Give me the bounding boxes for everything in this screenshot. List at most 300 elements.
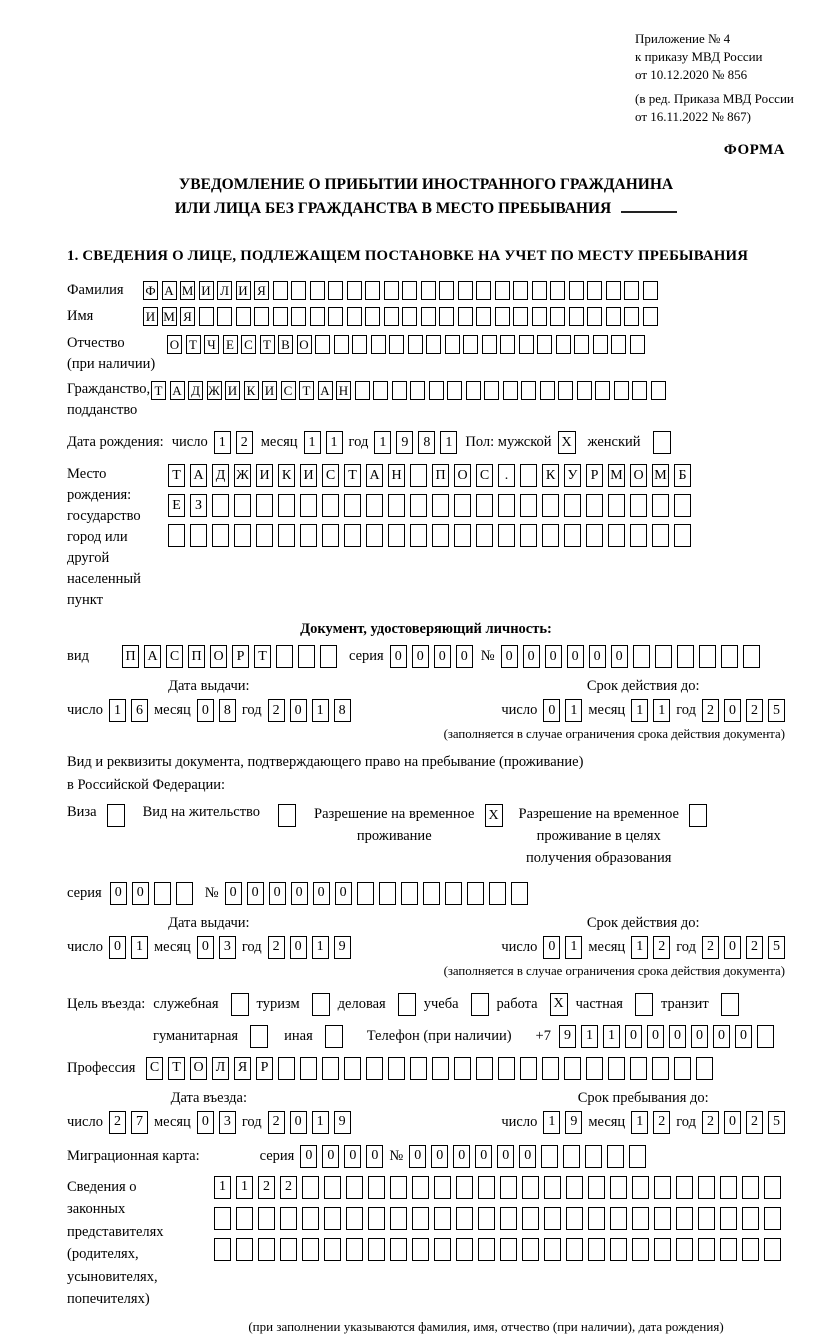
char-cell[interactable] — [498, 1057, 515, 1080]
char-cell[interactable]: П — [188, 645, 205, 668]
sex-female-checkbox[interactable] — [653, 431, 671, 454]
char-cell[interactable] — [476, 1057, 493, 1080]
char-cell[interactable] — [366, 494, 383, 517]
char-cell[interactable] — [402, 281, 417, 300]
char-cell[interactable] — [720, 1176, 737, 1199]
surname-cells[interactable] — [143, 281, 658, 300]
char-cell[interactable]: 1 — [312, 1111, 329, 1134]
char-cell[interactable]: Я — [234, 1057, 251, 1080]
char-cell[interactable] — [447, 381, 462, 400]
char-cell[interactable] — [324, 1176, 341, 1199]
char-cell[interactable]: И — [143, 307, 158, 326]
char-cell[interactable]: С — [281, 381, 296, 400]
char-cell[interactable] — [429, 381, 444, 400]
char-cell[interactable] — [564, 1057, 581, 1080]
char-cell[interactable] — [439, 307, 454, 326]
char-cell[interactable]: Т — [168, 1057, 185, 1080]
char-cell[interactable]: А — [318, 381, 333, 400]
char-cell[interactable] — [302, 1207, 319, 1230]
char-cell[interactable] — [764, 1238, 781, 1261]
char-cell[interactable] — [520, 494, 537, 517]
char-cell[interactable] — [320, 645, 337, 668]
birthdate-day-cells[interactable] — [214, 431, 253, 454]
char-cell[interactable]: К — [542, 464, 559, 487]
char-cell[interactable] — [676, 1176, 693, 1199]
char-cell[interactable] — [482, 335, 497, 354]
entry-day-cells[interactable] — [109, 1111, 148, 1134]
char-cell[interactable] — [544, 1238, 561, 1261]
identity-issue-month-cells[interactable] — [197, 699, 236, 722]
char-cell[interactable] — [236, 307, 251, 326]
residence-series-cells[interactable] — [110, 882, 193, 905]
char-cell[interactable]: И — [300, 464, 317, 487]
char-cell[interactable] — [569, 307, 584, 326]
entry-year-cells[interactable] — [268, 1111, 351, 1134]
char-cell[interactable] — [699, 645, 716, 668]
char-cell[interactable] — [410, 464, 427, 487]
char-cell[interactable]: М — [652, 464, 669, 487]
residence-issue-day-cells[interactable] — [109, 936, 148, 959]
char-cell[interactable] — [410, 381, 425, 400]
birthplace-cells-row3[interactable] — [168, 524, 691, 547]
char-cell[interactable] — [388, 1057, 405, 1080]
char-cell[interactable] — [478, 1238, 495, 1261]
char-cell[interactable] — [757, 1025, 774, 1048]
char-cell[interactable] — [476, 494, 493, 517]
char-cell[interactable] — [476, 281, 491, 300]
char-cell[interactable] — [278, 524, 295, 547]
char-cell[interactable] — [456, 1207, 473, 1230]
char-cell[interactable] — [476, 307, 491, 326]
char-cell[interactable] — [585, 1145, 602, 1168]
char-cell[interactable]: 0 — [497, 1145, 514, 1168]
char-cell[interactable]: Е — [168, 494, 185, 517]
char-cell[interactable]: 2 — [268, 699, 285, 722]
char-cell[interactable]: 2 — [268, 936, 285, 959]
char-cell[interactable] — [467, 882, 484, 905]
migration-number-cells[interactable] — [409, 1145, 646, 1168]
char-cell[interactable] — [217, 307, 232, 326]
char-cell[interactable] — [608, 524, 625, 547]
char-cell[interactable] — [365, 281, 380, 300]
char-cell[interactable] — [412, 1207, 429, 1230]
purpose-work-checkbox[interactable]: X — [550, 993, 568, 1016]
char-cell[interactable] — [458, 307, 473, 326]
char-cell[interactable] — [445, 882, 462, 905]
stay-month-cells[interactable] — [631, 1111, 670, 1134]
char-cell[interactable] — [302, 1238, 319, 1261]
char-cell[interactable] — [390, 1176, 407, 1199]
char-cell[interactable] — [454, 524, 471, 547]
char-cell[interactable] — [614, 381, 629, 400]
char-cell[interactable]: М — [608, 464, 625, 487]
char-cell[interactable] — [439, 281, 454, 300]
patronymic-cells[interactable] — [167, 335, 645, 354]
char-cell[interactable] — [478, 1176, 495, 1199]
char-cell[interactable]: 0 — [625, 1025, 642, 1048]
char-cell[interactable]: А — [144, 645, 161, 668]
char-cell[interactable]: Л — [217, 281, 232, 300]
char-cell[interactable] — [421, 307, 436, 326]
char-cell[interactable] — [574, 335, 589, 354]
char-cell[interactable] — [674, 524, 691, 547]
char-cell[interactable]: 0 — [543, 699, 560, 722]
char-cell[interactable] — [587, 307, 602, 326]
char-cell[interactable]: О — [167, 335, 182, 354]
char-cell[interactable]: 1 — [131, 936, 148, 959]
char-cell[interactable] — [466, 381, 481, 400]
char-cell[interactable]: Б — [674, 464, 691, 487]
char-cell[interactable]: Д — [212, 464, 229, 487]
char-cell[interactable]: 2 — [702, 936, 719, 959]
char-cell[interactable] — [720, 1238, 737, 1261]
char-cell[interactable] — [412, 1176, 429, 1199]
char-cell[interactable] — [764, 1207, 781, 1230]
char-cell[interactable]: П — [122, 645, 139, 668]
birthplace-cells-row1[interactable] — [168, 464, 691, 487]
char-cell[interactable]: А — [190, 464, 207, 487]
char-cell[interactable]: 0 — [691, 1025, 708, 1048]
residence-permit-checkbox[interactable] — [278, 804, 296, 827]
char-cell[interactable] — [454, 494, 471, 517]
char-cell[interactable] — [476, 524, 493, 547]
char-cell[interactable] — [322, 524, 339, 547]
char-cell[interactable] — [256, 524, 273, 547]
char-cell[interactable] — [280, 1238, 297, 1261]
char-cell[interactable]: 0 — [724, 699, 741, 722]
char-cell[interactable] — [236, 1238, 253, 1261]
char-cell[interactable] — [624, 281, 639, 300]
char-cell[interactable] — [434, 1176, 451, 1199]
char-cell[interactable] — [432, 1057, 449, 1080]
char-cell[interactable]: 0 — [567, 645, 584, 668]
char-cell[interactable] — [445, 335, 460, 354]
stay-day-cells[interactable] — [543, 1111, 582, 1134]
char-cell[interactable]: Е — [223, 335, 238, 354]
char-cell[interactable] — [651, 381, 666, 400]
char-cell[interactable] — [563, 1145, 580, 1168]
char-cell[interactable] — [742, 1176, 759, 1199]
char-cell[interactable] — [654, 1176, 671, 1199]
char-cell[interactable]: 0 — [290, 936, 307, 959]
char-cell[interactable]: 0 — [409, 1145, 426, 1168]
char-cell[interactable] — [154, 882, 171, 905]
char-cell[interactable] — [463, 335, 478, 354]
char-cell[interactable] — [500, 1238, 517, 1261]
char-cell[interactable] — [408, 335, 423, 354]
char-cell[interactable] — [513, 307, 528, 326]
char-cell[interactable] — [355, 381, 370, 400]
char-cell[interactable] — [423, 882, 440, 905]
char-cell[interactable]: Р — [256, 1057, 273, 1080]
char-cell[interactable] — [456, 1176, 473, 1199]
char-cell[interactable]: 0 — [335, 882, 352, 905]
char-cell[interactable]: С — [241, 335, 256, 354]
char-cell[interactable] — [503, 381, 518, 400]
char-cell[interactable]: 9 — [559, 1025, 576, 1048]
purpose-humanitarian-checkbox[interactable] — [250, 1025, 268, 1048]
char-cell[interactable]: С — [166, 645, 183, 668]
char-cell[interactable] — [298, 645, 315, 668]
char-cell[interactable] — [544, 1176, 561, 1199]
char-cell[interactable]: 8 — [219, 699, 236, 722]
char-cell[interactable] — [280, 1207, 297, 1230]
char-cell[interactable]: 0 — [589, 645, 606, 668]
char-cell[interactable] — [388, 494, 405, 517]
char-cell[interactable]: 8 — [418, 431, 435, 454]
char-cell[interactable] — [498, 494, 515, 517]
char-cell[interactable] — [212, 494, 229, 517]
char-cell[interactable] — [214, 1238, 231, 1261]
char-cell[interactable] — [190, 524, 207, 547]
char-cell[interactable]: Ч — [204, 335, 219, 354]
char-cell[interactable]: 0 — [456, 645, 473, 668]
profession-cells[interactable] — [146, 1057, 713, 1080]
char-cell[interactable]: Т — [254, 645, 271, 668]
char-cell[interactable] — [410, 1057, 427, 1080]
char-cell[interactable] — [310, 307, 325, 326]
char-cell[interactable]: 1 — [312, 936, 329, 959]
char-cell[interactable]: 5 — [768, 936, 785, 959]
char-cell[interactable] — [610, 1176, 627, 1199]
char-cell[interactable] — [432, 524, 449, 547]
purpose-official-checkbox[interactable] — [231, 993, 249, 1016]
char-cell[interactable] — [390, 1207, 407, 1230]
identity-issue-day-cells[interactable] — [109, 699, 148, 722]
char-cell[interactable]: Н — [388, 464, 405, 487]
char-cell[interactable] — [278, 494, 295, 517]
char-cell[interactable]: 1 — [304, 431, 321, 454]
char-cell[interactable] — [199, 307, 214, 326]
char-cell[interactable] — [520, 524, 537, 547]
char-cell[interactable] — [368, 1238, 385, 1261]
char-cell[interactable]: К — [244, 381, 259, 400]
char-cell[interactable] — [696, 1057, 713, 1080]
char-cell[interactable] — [674, 1057, 691, 1080]
char-cell[interactable]: 1 — [543, 1111, 560, 1134]
char-cell[interactable] — [569, 281, 584, 300]
char-cell[interactable] — [366, 1057, 383, 1080]
char-cell[interactable] — [519, 335, 534, 354]
char-cell[interactable] — [586, 494, 603, 517]
char-cell[interactable]: 0 — [291, 882, 308, 905]
char-cell[interactable] — [532, 307, 547, 326]
char-cell[interactable] — [212, 524, 229, 547]
char-cell[interactable]: И — [256, 464, 273, 487]
char-cell[interactable]: П — [432, 464, 449, 487]
char-cell[interactable] — [606, 307, 621, 326]
char-cell[interactable] — [346, 1238, 363, 1261]
char-cell[interactable] — [558, 381, 573, 400]
char-cell[interactable] — [454, 1057, 471, 1080]
char-cell[interactable] — [541, 1145, 558, 1168]
char-cell[interactable]: 0 — [197, 1111, 214, 1134]
visa-checkbox[interactable] — [107, 804, 125, 827]
char-cell[interactable]: 5 — [768, 1111, 785, 1134]
char-cell[interactable]: 0 — [247, 882, 264, 905]
char-cell[interactable]: О — [630, 464, 647, 487]
char-cell[interactable]: 0 — [366, 1145, 383, 1168]
char-cell[interactable] — [655, 645, 672, 668]
char-cell[interactable] — [540, 381, 555, 400]
char-cell[interactable]: Н — [336, 381, 351, 400]
residence-issue-month-cells[interactable] — [197, 936, 236, 959]
char-cell[interactable] — [764, 1176, 781, 1199]
char-cell[interactable] — [256, 494, 273, 517]
char-cell[interactable] — [629, 1145, 646, 1168]
char-cell[interactable] — [352, 335, 367, 354]
char-cell[interactable] — [550, 307, 565, 326]
char-cell[interactable] — [643, 307, 658, 326]
char-cell[interactable] — [168, 524, 185, 547]
char-cell[interactable]: М — [181, 283, 194, 299]
char-cell[interactable]: 7 — [131, 1111, 148, 1134]
char-cell[interactable]: И — [225, 381, 240, 400]
char-cell[interactable] — [214, 1207, 231, 1230]
char-cell[interactable]: 9 — [334, 936, 351, 959]
char-cell[interactable]: 0 — [269, 882, 286, 905]
char-cell[interactable] — [542, 524, 559, 547]
char-cell[interactable]: 1 — [581, 1025, 598, 1048]
char-cell[interactable] — [588, 1207, 605, 1230]
char-cell[interactable]: Р — [232, 645, 249, 668]
char-cell[interactable]: 2 — [702, 1111, 719, 1134]
char-cell[interactable]: 0 — [724, 936, 741, 959]
char-cell[interactable] — [434, 1207, 451, 1230]
char-cell[interactable]: А — [162, 281, 177, 300]
char-cell[interactable] — [630, 494, 647, 517]
char-cell[interactable] — [676, 1207, 693, 1230]
char-cell[interactable] — [608, 1057, 625, 1080]
char-cell[interactable]: 0 — [225, 882, 242, 905]
char-cell[interactable] — [532, 281, 547, 300]
char-cell[interactable]: 0 — [434, 645, 451, 668]
char-cell[interactable]: 3 — [219, 936, 236, 959]
entry-month-cells[interactable] — [197, 1111, 236, 1134]
char-cell[interactable]: 0 — [501, 645, 518, 668]
char-cell[interactable]: 0 — [669, 1025, 686, 1048]
char-cell[interactable] — [402, 307, 417, 326]
char-cell[interactable] — [322, 1057, 339, 1080]
legal-reps-cells-row1[interactable] — [214, 1176, 781, 1199]
char-cell[interactable]: 5 — [768, 699, 785, 722]
stay-year-cells[interactable] — [702, 1111, 785, 1134]
char-cell[interactable]: 1 — [214, 431, 231, 454]
char-cell[interactable]: 2 — [746, 1111, 763, 1134]
char-cell[interactable] — [537, 335, 552, 354]
char-cell[interactable] — [586, 1057, 603, 1080]
char-cell[interactable] — [522, 1176, 539, 1199]
char-cell[interactable] — [234, 494, 251, 517]
char-cell[interactable] — [373, 381, 388, 400]
char-cell[interactable] — [654, 1238, 671, 1261]
char-cell[interactable] — [389, 335, 404, 354]
char-cell[interactable]: 2 — [258, 1176, 275, 1199]
char-cell[interactable] — [278, 1057, 295, 1080]
char-cell[interactable] — [720, 1207, 737, 1230]
char-cell[interactable]: Т — [344, 464, 361, 487]
phone-cells[interactable] — [559, 1025, 774, 1048]
char-cell[interactable]: 0 — [290, 699, 307, 722]
char-cell[interactable]: 3 — [219, 1111, 236, 1134]
char-cell[interactable] — [498, 524, 515, 547]
char-cell[interactable]: 1 — [603, 1025, 620, 1048]
char-cell[interactable] — [743, 645, 760, 668]
char-cell[interactable] — [550, 281, 565, 300]
char-cell[interactable] — [566, 1176, 583, 1199]
identity-series-cells[interactable] — [390, 645, 473, 668]
char-cell[interactable] — [390, 1238, 407, 1261]
char-cell[interactable] — [542, 1057, 559, 1080]
char-cell[interactable] — [632, 1176, 649, 1199]
char-cell[interactable] — [630, 1057, 647, 1080]
char-cell[interactable] — [632, 1207, 649, 1230]
char-cell[interactable]: 1 — [326, 431, 343, 454]
char-cell[interactable] — [577, 381, 592, 400]
identity-issue-year-cells[interactable] — [268, 699, 351, 722]
char-cell[interactable]: К — [278, 464, 295, 487]
char-cell[interactable] — [608, 494, 625, 517]
char-cell[interactable]: 0 — [431, 1145, 448, 1168]
purpose-study-checkbox[interactable] — [471, 993, 489, 1016]
char-cell[interactable]: 0 — [390, 645, 407, 668]
edu-residence-checkbox[interactable] — [689, 804, 707, 827]
char-cell[interactable] — [588, 1238, 605, 1261]
char-cell[interactable] — [432, 494, 449, 517]
char-cell[interactable]: 0 — [344, 1145, 361, 1168]
char-cell[interactable] — [652, 1057, 669, 1080]
char-cell[interactable]: 0 — [290, 1111, 307, 1134]
char-cell[interactable]: 0 — [611, 645, 628, 668]
char-cell[interactable]: 0 — [322, 1145, 339, 1168]
char-cell[interactable]: В — [278, 335, 293, 354]
residence-valid-month-cells[interactable] — [631, 936, 670, 959]
char-cell[interactable] — [698, 1207, 715, 1230]
char-cell[interactable] — [458, 281, 473, 300]
char-cell[interactable]: О — [297, 335, 312, 354]
char-cell[interactable] — [495, 307, 510, 326]
char-cell[interactable] — [273, 281, 288, 300]
char-cell[interactable] — [489, 882, 506, 905]
char-cell[interactable] — [384, 307, 399, 326]
char-cell[interactable]: 2 — [280, 1176, 297, 1199]
char-cell[interactable]: 2 — [653, 1111, 670, 1134]
char-cell[interactable]: 0 — [543, 936, 560, 959]
char-cell[interactable] — [366, 524, 383, 547]
char-cell[interactable]: А — [170, 381, 185, 400]
char-cell[interactable]: 1 — [109, 699, 126, 722]
char-cell[interactable]: С — [476, 464, 493, 487]
char-cell[interactable]: 2 — [746, 936, 763, 959]
char-cell[interactable] — [384, 281, 399, 300]
char-cell[interactable]: 1 — [631, 699, 648, 722]
char-cell[interactable] — [556, 335, 571, 354]
char-cell[interactable]: О — [190, 1057, 207, 1080]
char-cell[interactable] — [652, 524, 669, 547]
char-cell[interactable] — [674, 494, 691, 517]
char-cell[interactable]: Ж — [208, 383, 220, 399]
char-cell[interactable]: 6 — [131, 699, 148, 722]
purpose-business-checkbox[interactable] — [398, 993, 416, 1016]
char-cell[interactable] — [291, 281, 306, 300]
char-cell[interactable]: Т — [168, 464, 185, 487]
char-cell[interactable]: 0 — [109, 936, 126, 959]
char-cell[interactable] — [300, 524, 317, 547]
char-cell[interactable] — [368, 1207, 385, 1230]
char-cell[interactable] — [365, 307, 380, 326]
char-cell[interactable] — [588, 1176, 605, 1199]
char-cell[interactable] — [522, 1238, 539, 1261]
